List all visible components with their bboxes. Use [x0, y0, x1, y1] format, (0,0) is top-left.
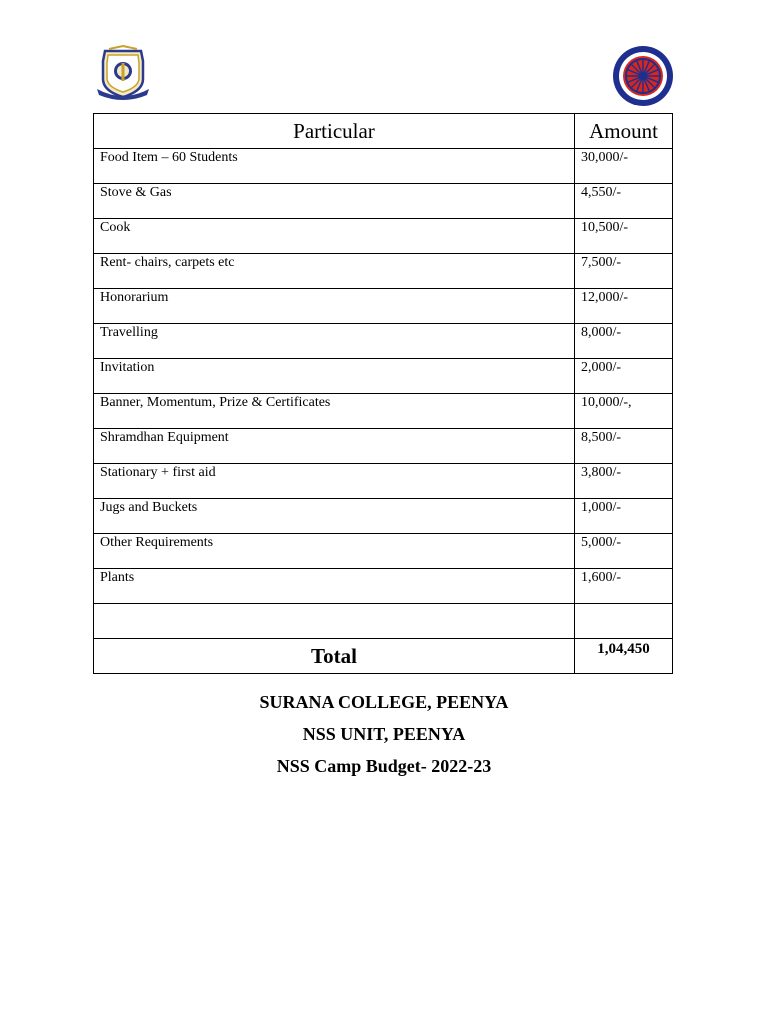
- row-amount: 1,600/-: [575, 569, 673, 604]
- row-particular: [94, 604, 575, 639]
- row-particular: Shramdhan Equipment: [94, 429, 575, 464]
- total-value: 1,04,450: [575, 639, 673, 674]
- row-amount: 4,550/-: [575, 184, 673, 219]
- row-particular: Rent- chairs, carpets etc: [94, 254, 575, 289]
- row-amount: 8,500/-: [575, 429, 673, 464]
- row-particular: Jugs and Buckets: [94, 499, 575, 534]
- row-particular: Food Item – 60 Students: [94, 149, 575, 184]
- table-row: [94, 149, 673, 184]
- row-particular: Plants: [94, 569, 575, 604]
- college-crest-logo: [93, 45, 153, 103]
- budget-table: [93, 113, 673, 674]
- document-footer: [0, 690, 768, 786]
- header-amount: Amount: [575, 114, 673, 149]
- budget-title: NSS Camp Budget- 2022-23: [276, 756, 492, 776]
- row-amount: 8,000/-: [575, 324, 673, 359]
- row-particular: Honorarium: [94, 289, 575, 324]
- table-row-empty: [94, 604, 673, 639]
- row-amount: 2,000/-: [575, 359, 673, 394]
- row-amount: 30,000/-: [575, 149, 673, 184]
- row-particular: Travelling: [94, 324, 575, 359]
- table-row: [94, 394, 673, 429]
- table-row: [94, 429, 673, 464]
- row-particular: Cook: [94, 219, 575, 254]
- row-particular: Banner, Momentum, Prize & Certificates: [94, 394, 575, 429]
- total-row: [94, 639, 673, 674]
- table-row: [94, 184, 673, 219]
- table-row: [94, 359, 673, 394]
- row-particular: Stove & Gas: [94, 184, 575, 219]
- row-particular: Stationary + first aid: [94, 464, 575, 499]
- row-amount: 12,000/-: [575, 289, 673, 324]
- table-row: [94, 569, 673, 604]
- table-row: [94, 324, 673, 359]
- row-amount: 10,000/-,: [575, 394, 673, 429]
- table-row: [94, 534, 673, 569]
- table-row: [94, 289, 673, 324]
- row-particular: Other Requirements: [94, 534, 575, 569]
- table-row: [94, 464, 673, 499]
- college-name: SURANA COLLEGE, PEENYA: [259, 692, 509, 712]
- row-amount: [575, 604, 673, 639]
- row-amount: 3,800/-: [575, 464, 673, 499]
- row-amount: 7,500/-: [575, 254, 673, 289]
- nss-emblem-logo: [612, 45, 674, 107]
- row-amount: 5,000/-: [575, 534, 673, 569]
- table-row: [94, 219, 673, 254]
- row-amount: 1,000/-: [575, 499, 673, 534]
- table-header-row: [94, 114, 673, 149]
- table-row: [94, 499, 673, 534]
- row-particular: Invitation: [94, 359, 575, 394]
- unit-name: NSS UNIT, PEENYA: [302, 724, 466, 744]
- row-amount: 10,500/-: [575, 219, 673, 254]
- header-particular: Particular: [94, 114, 575, 149]
- table-row: [94, 254, 673, 289]
- total-label: Total: [94, 639, 575, 674]
